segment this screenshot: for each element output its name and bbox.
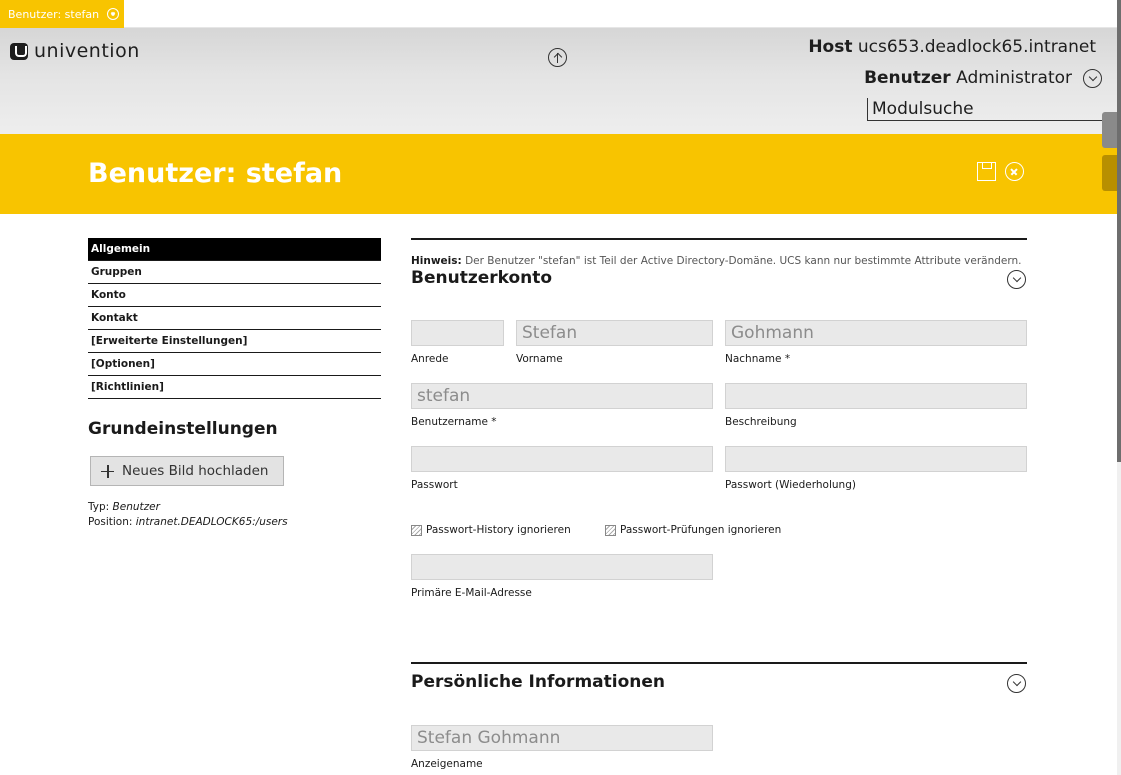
anrede-label: Anrede bbox=[411, 353, 449, 365]
anzeigename-label: Anzeigename bbox=[411, 758, 483, 770]
position-label: Position: bbox=[88, 516, 133, 528]
user-value: Administrator bbox=[956, 68, 1072, 88]
logo-text: univention bbox=[34, 40, 140, 62]
tab-close-icon[interactable] bbox=[107, 8, 119, 20]
position-value: intranet.DEADLOCK65:/users bbox=[135, 516, 288, 528]
host-label: Host bbox=[808, 37, 853, 57]
passwort-label: Passwort bbox=[411, 479, 458, 491]
passwort-history-checkbox[interactable] bbox=[411, 524, 571, 536]
univention-logo bbox=[10, 40, 140, 62]
side-panel-handle[interactable] bbox=[1102, 112, 1117, 148]
sidebar-item-richtlinien[interactable]: [Richtlinien] bbox=[88, 376, 381, 399]
sidebar-item-kontakt[interactable]: Kontakt bbox=[88, 307, 381, 330]
arrow-up-icon[interactable] bbox=[548, 48, 567, 67]
app-header bbox=[0, 28, 1117, 134]
save-icon[interactable] bbox=[977, 162, 996, 181]
email-field[interactable] bbox=[411, 554, 713, 580]
checkbox-icon bbox=[411, 525, 422, 536]
sidebar-heading: Grundeinstellungen bbox=[88, 419, 278, 439]
plus-icon bbox=[101, 465, 114, 478]
upload-image-button[interactable] bbox=[90, 456, 284, 486]
upload-label: Neues Bild hochladen bbox=[122, 463, 269, 479]
passwort-pruefungen-checkbox[interactable] bbox=[605, 524, 781, 536]
notice-text: Der Benutzer "stefan" ist Teil der Active Directory-Domäne. UCS kann nur bestimmte Attribute verändern. bbox=[465, 255, 1022, 267]
anrede-field[interactable] bbox=[411, 320, 504, 346]
host-info bbox=[808, 37, 1096, 57]
notice-prefix: Hinweis: bbox=[411, 255, 462, 267]
sidebar-item-konto[interactable]: Konto bbox=[88, 284, 381, 307]
module-search-input[interactable]: Modulsuche bbox=[867, 98, 1102, 121]
beschreibung-label: Beschreibung bbox=[725, 416, 797, 428]
type-value: Benutzer bbox=[112, 501, 160, 513]
passwort-field[interactable] bbox=[411, 446, 713, 472]
side-panel-handle[interactable] bbox=[1102, 155, 1117, 191]
section-title-persoenliche-informationen[interactable]: Persönliche Informationen bbox=[411, 672, 665, 692]
beschreibung-field[interactable] bbox=[725, 383, 1027, 409]
nachname-field[interactable]: Gohmann bbox=[725, 320, 1027, 346]
page-title: Benutzer: stefan bbox=[88, 158, 343, 189]
tab-bar bbox=[124, 0, 1117, 28]
email-label: Primäre E-Mail-Adresse bbox=[411, 587, 532, 599]
sidebar-item-erweiterte-einstellungen[interactable]: [Erweiterte Einstellungen] bbox=[88, 330, 381, 353]
sidebar-item-allgemein[interactable]: Allgemein bbox=[88, 238, 381, 261]
type-label: Typ: bbox=[88, 501, 110, 513]
chevron-down-icon[interactable] bbox=[1007, 270, 1026, 289]
chevron-down-icon[interactable] bbox=[1007, 674, 1026, 693]
benutzername-field[interactable]: stefan bbox=[411, 383, 713, 409]
passwort-wiederholung-label: Passwort (Wiederholung) bbox=[725, 479, 856, 491]
vorname-field[interactable]: Stefan bbox=[516, 320, 713, 346]
page-title-band bbox=[0, 134, 1117, 214]
scrollbar-thumb[interactable] bbox=[1117, 0, 1121, 462]
chevron-down-icon[interactable] bbox=[1083, 69, 1102, 88]
passwort-history-label: Passwort-History ignorieren bbox=[426, 524, 571, 536]
univention-logo-icon bbox=[10, 43, 28, 60]
benutzername-label: Benutzername * bbox=[411, 416, 497, 428]
sidebar-item-gruppen[interactable]: Gruppen bbox=[88, 261, 381, 284]
passwort-wiederholung-field[interactable] bbox=[725, 446, 1027, 472]
sidebar-nav bbox=[88, 238, 381, 399]
tab-user-stefan[interactable] bbox=[0, 0, 124, 28]
tab-label: Benutzer: stefan bbox=[8, 7, 100, 21]
close-icon[interactable] bbox=[1005, 162, 1024, 181]
object-type bbox=[88, 501, 160, 513]
section-title-benutzerkonto[interactable]: Benutzerkonto bbox=[411, 268, 553, 288]
user-menu[interactable] bbox=[864, 68, 1072, 88]
sidebar-item-optionen[interactable]: [Optionen] bbox=[88, 353, 381, 376]
section-divider bbox=[411, 238, 1027, 240]
host-value: ucs653.deadlock65.intranet bbox=[857, 37, 1096, 57]
ad-notice bbox=[411, 254, 1027, 269]
vorname-label: Vorname bbox=[516, 353, 563, 365]
section-divider bbox=[411, 662, 1027, 664]
user-label: Benutzer bbox=[864, 68, 951, 88]
scrollbar[interactable] bbox=[1117, 0, 1121, 775]
checkbox-icon bbox=[605, 525, 616, 536]
passwort-pruefungen-label: Passwort-Prüfungen ignorieren bbox=[620, 524, 782, 536]
anzeigename-field[interactable]: Stefan Gohmann bbox=[411, 725, 713, 751]
object-position bbox=[88, 516, 288, 528]
nachname-label: Nachname * bbox=[725, 353, 791, 365]
